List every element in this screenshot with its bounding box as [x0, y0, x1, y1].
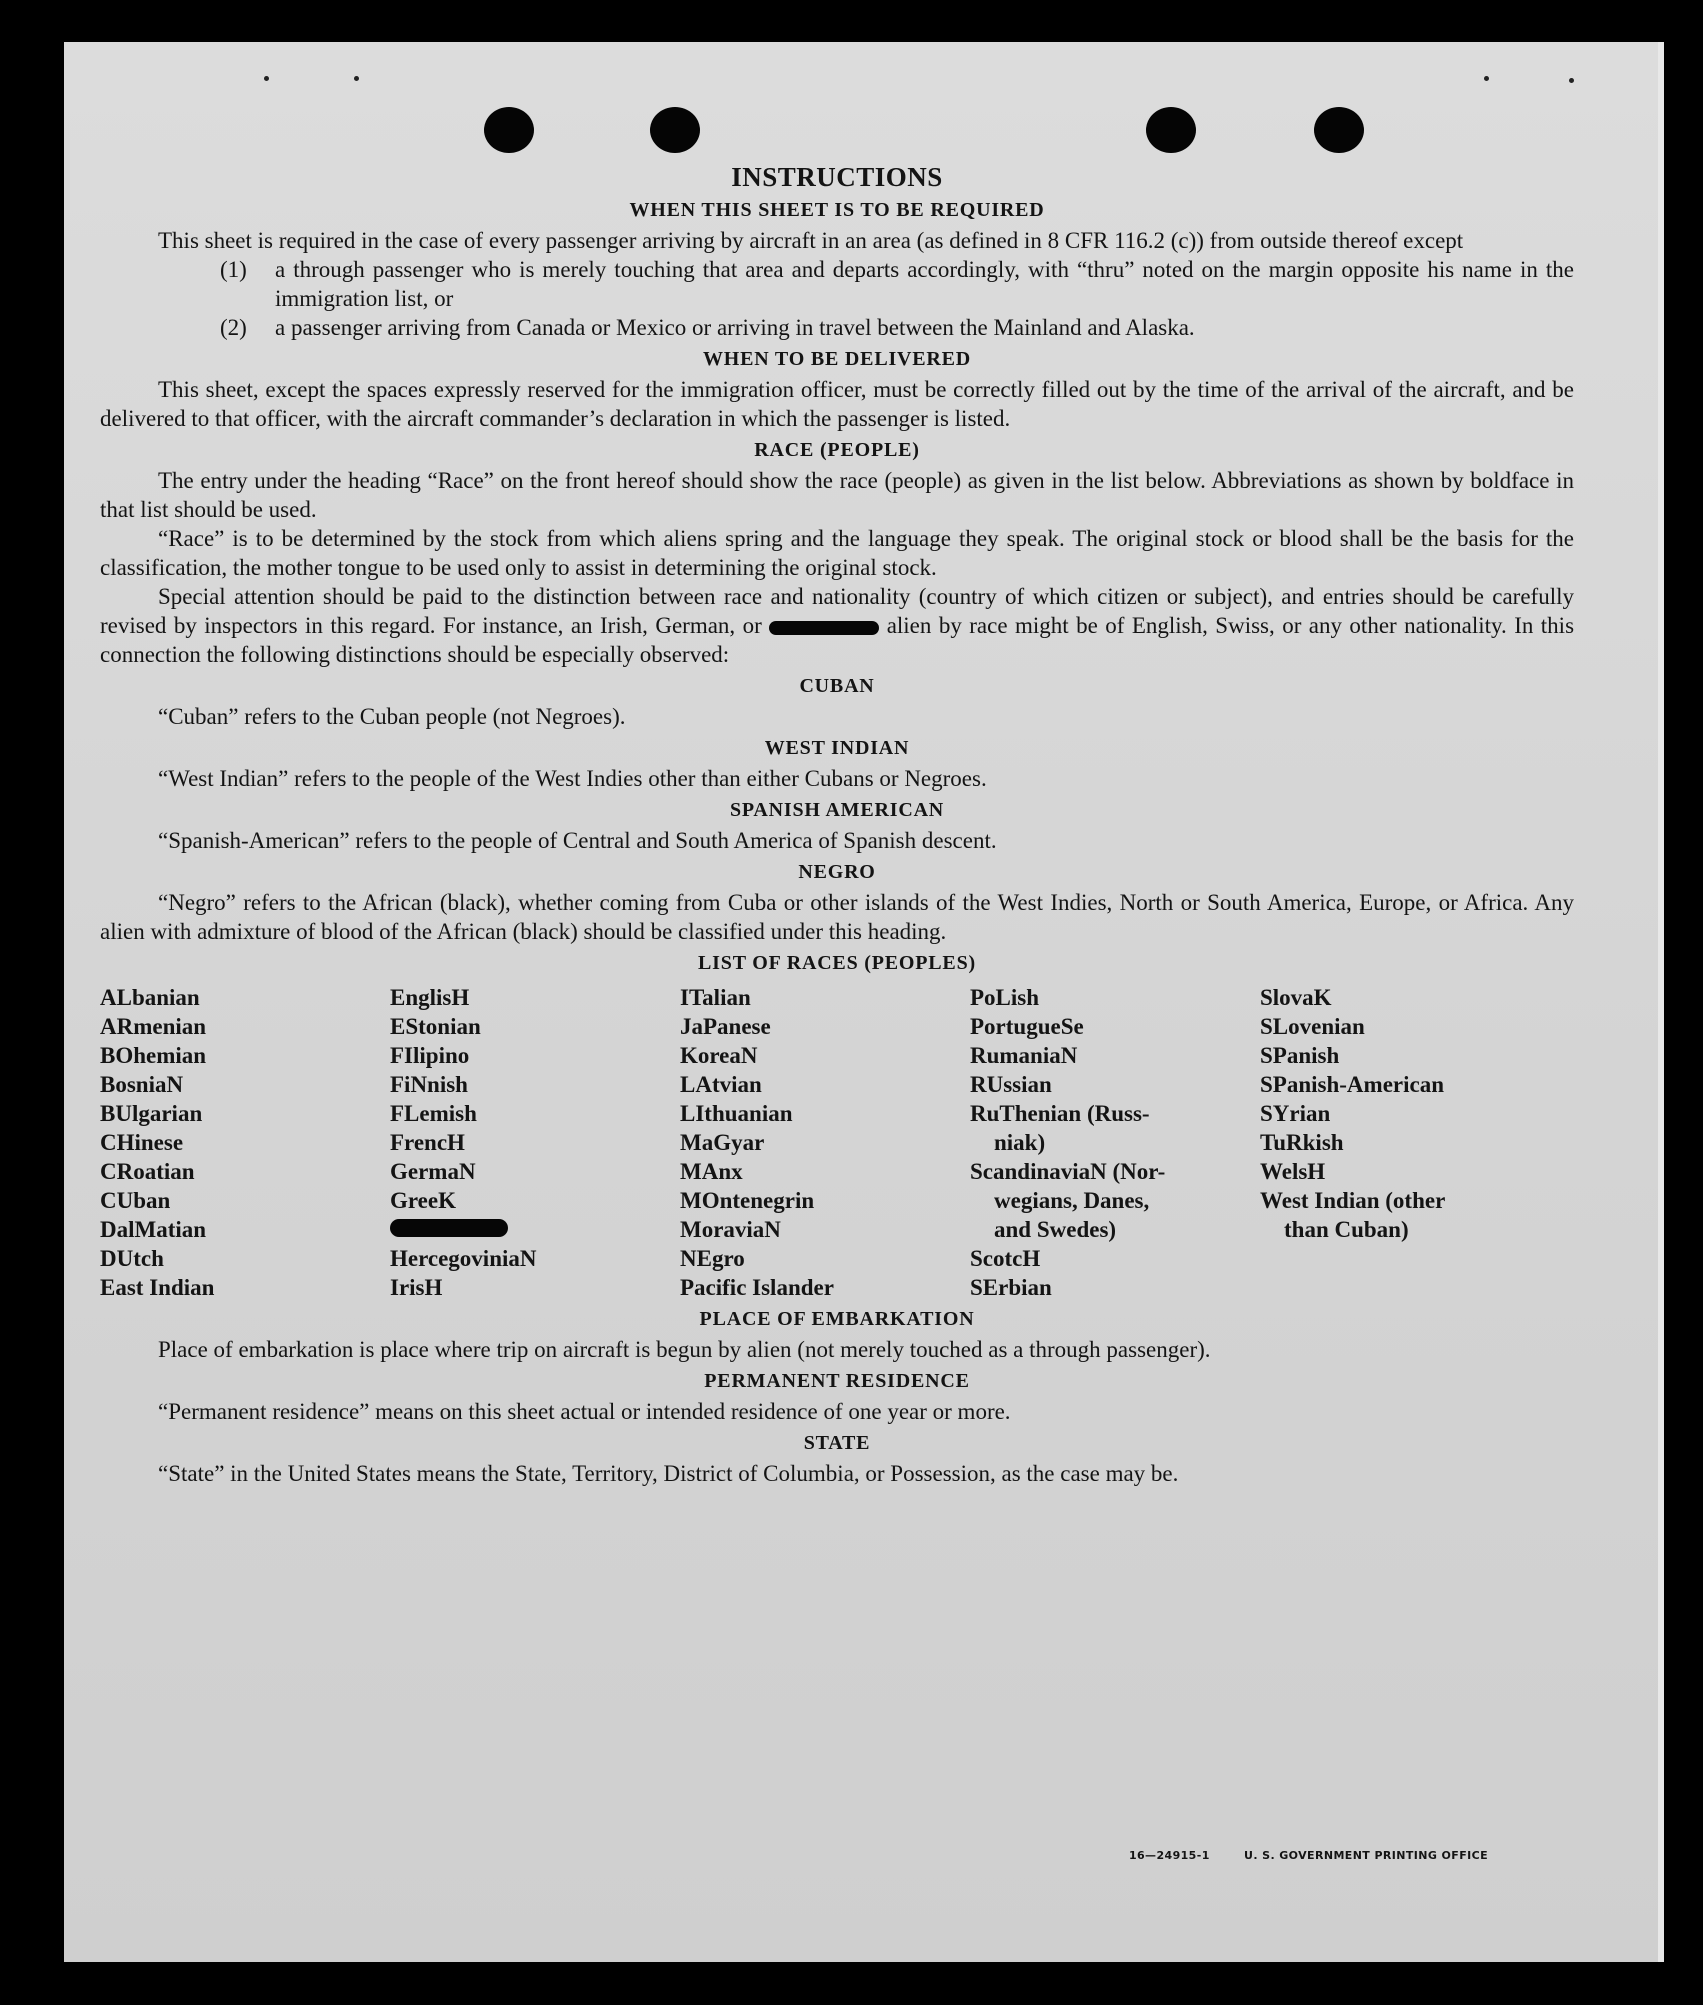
race-entry: FrencH	[390, 1130, 465, 1155]
race-entry: wegians, Danes,	[994, 1188, 1150, 1213]
race-entry: ScandinaviaN (Nor-	[970, 1159, 1166, 1184]
paragraph-race-3a: Special attention should be paid to the distinction between race and nationality (country of which citizen or subject), and entries should be carefully revised by inspectors in this regard. For instance, an Irish, German, or	[100, 584, 1574, 638]
race-entry: BOhemian	[100, 1043, 207, 1068]
race-entry: West Indian (other	[1260, 1188, 1446, 1213]
redaction-mark	[769, 621, 879, 635]
race-entry: MaGyar	[680, 1130, 765, 1155]
heading-west-indian: WEST INDIAN	[764, 737, 910, 759]
speck	[354, 76, 359, 81]
race-entry: SPanish	[1260, 1043, 1340, 1068]
race-entry: RumaniaN	[970, 1043, 1078, 1068]
race-entry: GreeK	[390, 1188, 456, 1213]
form-number: 16—24915-1	[1128, 1849, 1210, 1862]
race-entry: MOntenegrin	[680, 1188, 815, 1213]
punch-hole	[1146, 107, 1196, 153]
race-entry: SYrian	[1260, 1101, 1331, 1126]
race-entry: FLemish	[390, 1101, 477, 1126]
item-number: (2)	[220, 315, 247, 340]
instructions-body	[100, 162, 1574, 1488]
heading-permanent-residence: PERMANENT RESIDENCE	[704, 1370, 970, 1392]
race-entry: SlovaK	[1260, 985, 1332, 1010]
races-column	[970, 983, 1260, 1302]
race-entry: JaPanese	[680, 1014, 771, 1039]
race-entry: FiNnish	[390, 1072, 468, 1097]
paragraph-cuban: “Cuban” refers to the Cuban people (not Negroes).	[158, 704, 626, 729]
race-entry: SLovenian	[1260, 1014, 1365, 1039]
race-entry: CUban	[100, 1188, 171, 1213]
race-entry: SErbian	[970, 1275, 1052, 1300]
speck	[1569, 78, 1574, 83]
race-entry: RuThenian (Russ-	[970, 1101, 1150, 1126]
item-text: a passenger arriving from Canada or Mexico or arriving in travel between the Mainland and Alaska.	[275, 315, 1195, 340]
race-entry-redacted	[390, 1215, 680, 1244]
race-entry: SPanish-American	[1260, 1072, 1444, 1097]
paragraph-when-required: This sheet is required in the case of every passenger arriving by aircraft in an area (as defined in 8 CFR 116.2 (c)) from outside thereof except	[158, 228, 1464, 253]
paragraph-permanent-residence: “Permanent residence” means on this sheet actual or intended residence of one year or more.	[158, 1399, 1011, 1424]
race-entry: ITalian	[680, 985, 751, 1010]
heading-race: RACE (PEOPLE)	[754, 439, 920, 461]
race-entry: FIlipino	[390, 1043, 470, 1068]
heading-embarkation: PLACE OF EMBARKATION	[699, 1308, 975, 1330]
race-entry: BUlgarian	[100, 1101, 203, 1126]
heading-spanish-american: SPANISH AMERICAN	[729, 799, 945, 821]
race-entry: BosniaN	[100, 1072, 184, 1097]
paragraph-race-3b: alien by race might be of English, Swiss, or any other nationality. In this connection the following distinctions should be especially observed:	[100, 613, 1575, 667]
race-entry: Pacific Islander	[680, 1275, 834, 1300]
list-item	[100, 313, 1574, 342]
printer-credit: U. S. GOVERNMENT PRINTING OFFICE	[1243, 1849, 1488, 1862]
heading-cuban: CUBAN	[799, 675, 875, 697]
item-text: a through passenger who is merely touching that area and departs accordingly, with “thru” noted on the margin opposite his name in the immigration list, or	[275, 257, 1574, 311]
race-entry: MAnx	[680, 1159, 743, 1184]
races-column	[390, 983, 680, 1302]
race-entry: HercegoviniaN	[390, 1246, 537, 1271]
race-entry: TuRkish	[1260, 1130, 1344, 1155]
race-entry: CRoatian	[100, 1159, 195, 1184]
heading-state: STATE	[803, 1432, 871, 1454]
race-entry: than Cuban)	[1284, 1217, 1409, 1242]
race-entry: niak)	[994, 1130, 1046, 1155]
races-column	[100, 983, 390, 1302]
printer-footer	[1099, 1849, 1488, 1862]
race-entry: IrisH	[390, 1275, 443, 1300]
heading-list-of-races: LIST OF RACES (PEOPLES)	[698, 952, 976, 974]
race-entry: ARmenian	[100, 1014, 207, 1039]
punch-hole	[1314, 107, 1364, 153]
paragraph-embarkation: Place of embarkation is place where trip on aircraft is begun by alien (not merely touched as a through passenger).	[158, 1337, 1211, 1362]
paragraph-negro: “Negro” refers to the African (black), whether coming from Cuba or other islands of the West Indies, North or South America, Europe, or Africa. Any alien with admixture of blood of the African (black) should be classified under this heading.	[100, 890, 1574, 944]
race-entry: East Indian	[100, 1275, 215, 1300]
speck	[264, 76, 269, 81]
document-page	[64, 42, 1664, 1962]
race-entry: MoraviaN	[680, 1217, 781, 1242]
paragraph-spanish-american: “Spanish-American” refers to the people of Central and South America of Spanish descent.	[158, 828, 997, 853]
paragraph-when-delivered: This sheet, except the spaces expressly reserved for the immigration officer, must be correctly filled out by the time of the arrival of the aircraft, and be delivered to that officer, with the aircraft commander’s declaration in which the passenger is listed.	[100, 377, 1574, 431]
punch-hole	[650, 107, 700, 153]
race-entry: GermaN	[390, 1159, 476, 1184]
item-number: (1)	[220, 257, 247, 282]
race-entry: EStonian	[390, 1014, 481, 1039]
redaction-mark	[390, 1219, 508, 1237]
race-entry: PoLish	[970, 985, 1040, 1010]
race-entry: LAtvian	[680, 1072, 762, 1097]
paragraph-west-indian: “West Indian” refers to the people of the West Indies other than either Cubans or Negroes.	[158, 766, 987, 791]
list-item	[100, 255, 1574, 313]
paragraph-race-2: “Race” is to be determined by the stock from which aliens spring and the language they speak. The original stock or blood shall be the basis for the classification, the mother tongue to be used only to assist in determining the original stock.	[100, 526, 1574, 580]
heading-when-delivered: WHEN TO BE DELIVERED	[702, 348, 972, 370]
paragraph-race-3	[100, 582, 1574, 669]
race-entry: WelsH	[1260, 1159, 1326, 1184]
punch-hole	[484, 107, 534, 153]
speck	[1484, 76, 1489, 81]
race-entry: NEgro	[680, 1246, 745, 1271]
race-entry: LIthuanian	[680, 1101, 793, 1126]
paragraph-race-1: The entry under the heading “Race” on the front hereof should show the race (people) as given in the list below. Abbreviations as shown by boldface in that list should be used.	[100, 468, 1574, 522]
paragraph-state: “State” in the United States means the State, Territory, District of Columbia, or Possession, as the case may be.	[158, 1461, 1179, 1486]
race-entry: DUtch	[100, 1246, 164, 1271]
race-entry: DalMatian	[100, 1217, 207, 1242]
races-column	[1260, 983, 1550, 1302]
races-column	[680, 983, 970, 1302]
race-entry: ScotcH	[970, 1246, 1041, 1271]
race-entry: EnglisH	[390, 985, 470, 1010]
race-entry: RUssian	[970, 1072, 1052, 1097]
races-list	[100, 983, 1574, 1302]
race-entry: KoreaN	[680, 1043, 758, 1068]
race-entry: and Swedes)	[994, 1217, 1117, 1242]
race-entry: PortugueSe	[970, 1014, 1084, 1039]
race-entry: CHinese	[100, 1130, 184, 1155]
heading-when-required: WHEN THIS SHEET IS TO BE REQUIRED	[629, 199, 1045, 221]
race-entry: ALbanian	[100, 985, 200, 1010]
heading-negro: NEGRO	[798, 861, 876, 883]
page-title: INSTRUCTIONS	[731, 162, 943, 192]
